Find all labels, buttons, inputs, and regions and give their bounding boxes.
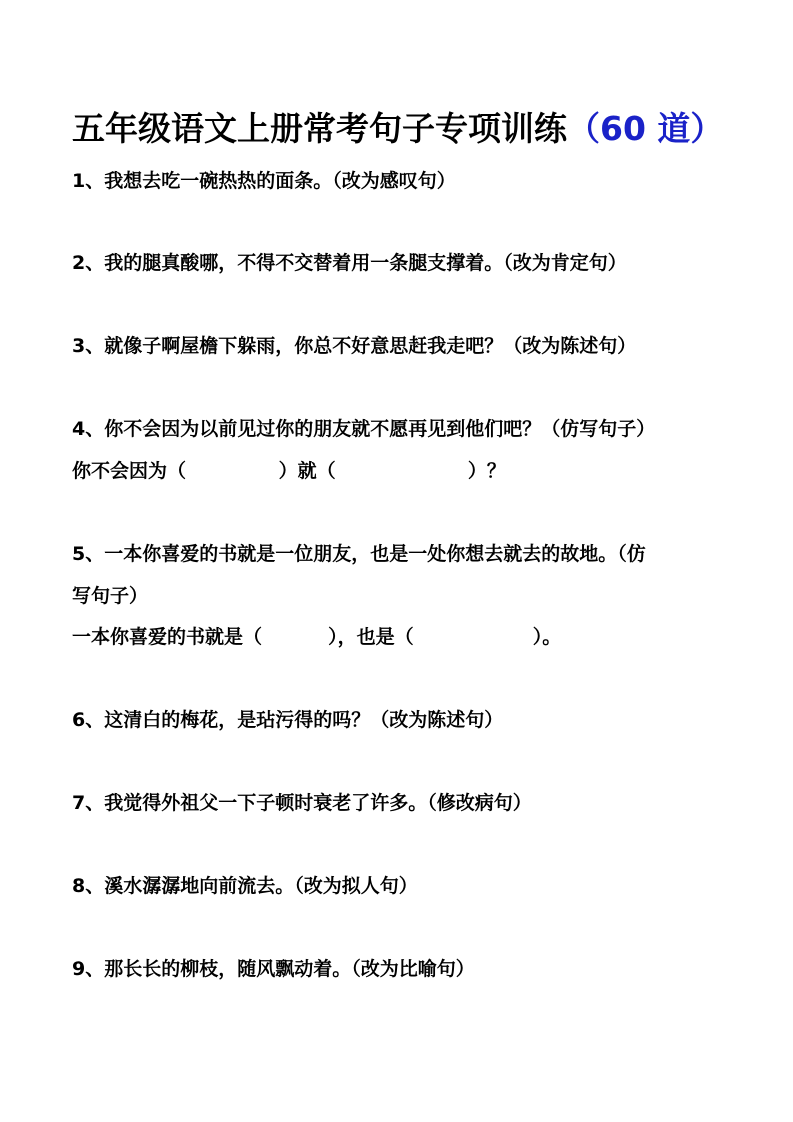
question-4-template: 你不会因为（ ）就（ ）？	[72, 460, 506, 482]
title-main: 五年级语文上册常考句子专项训练	[72, 109, 567, 148]
question-1: 1、我想去吃一碗热热的面条。（改为感叹句）	[72, 170, 456, 192]
question-7: 7、我觉得外祖父一下子顿时衰老了许多。（修改病句）	[72, 792, 532, 814]
question-4: 4、你不会因为以前见过你的朋友就不愿再见到他们吧？（仿写句子）	[72, 418, 656, 440]
question-8: 8、溪水潺潺地向前流去。（改为拟人句）	[72, 875, 418, 897]
question-5-template: 一本你喜爱的书就是（ ），也是（ ）。	[72, 626, 562, 648]
question-5-continuation: 写句子）	[72, 585, 149, 607]
page-title	[72, 106, 723, 152]
title-count: （60 道）	[567, 109, 724, 148]
question-9: 9、那长长的柳枝，随风飘动着。（改为比喻句）	[72, 958, 475, 980]
question-5: 5、一本你喜爱的书就是一位朋友，也是一处你想去就去的故地。（仿	[72, 543, 646, 565]
question-2: 2、我的腿真酸哪，不得不交替着用一条腿支撑着。（改为肯定句）	[72, 252, 627, 274]
question-6: 6、这清白的梅花，是玷污得的吗？（改为陈述句）	[72, 709, 504, 731]
question-3: 3、就像子啊屋檐下躲雨，你总不好意思赶我走吧？（改为陈述句）	[72, 335, 637, 357]
